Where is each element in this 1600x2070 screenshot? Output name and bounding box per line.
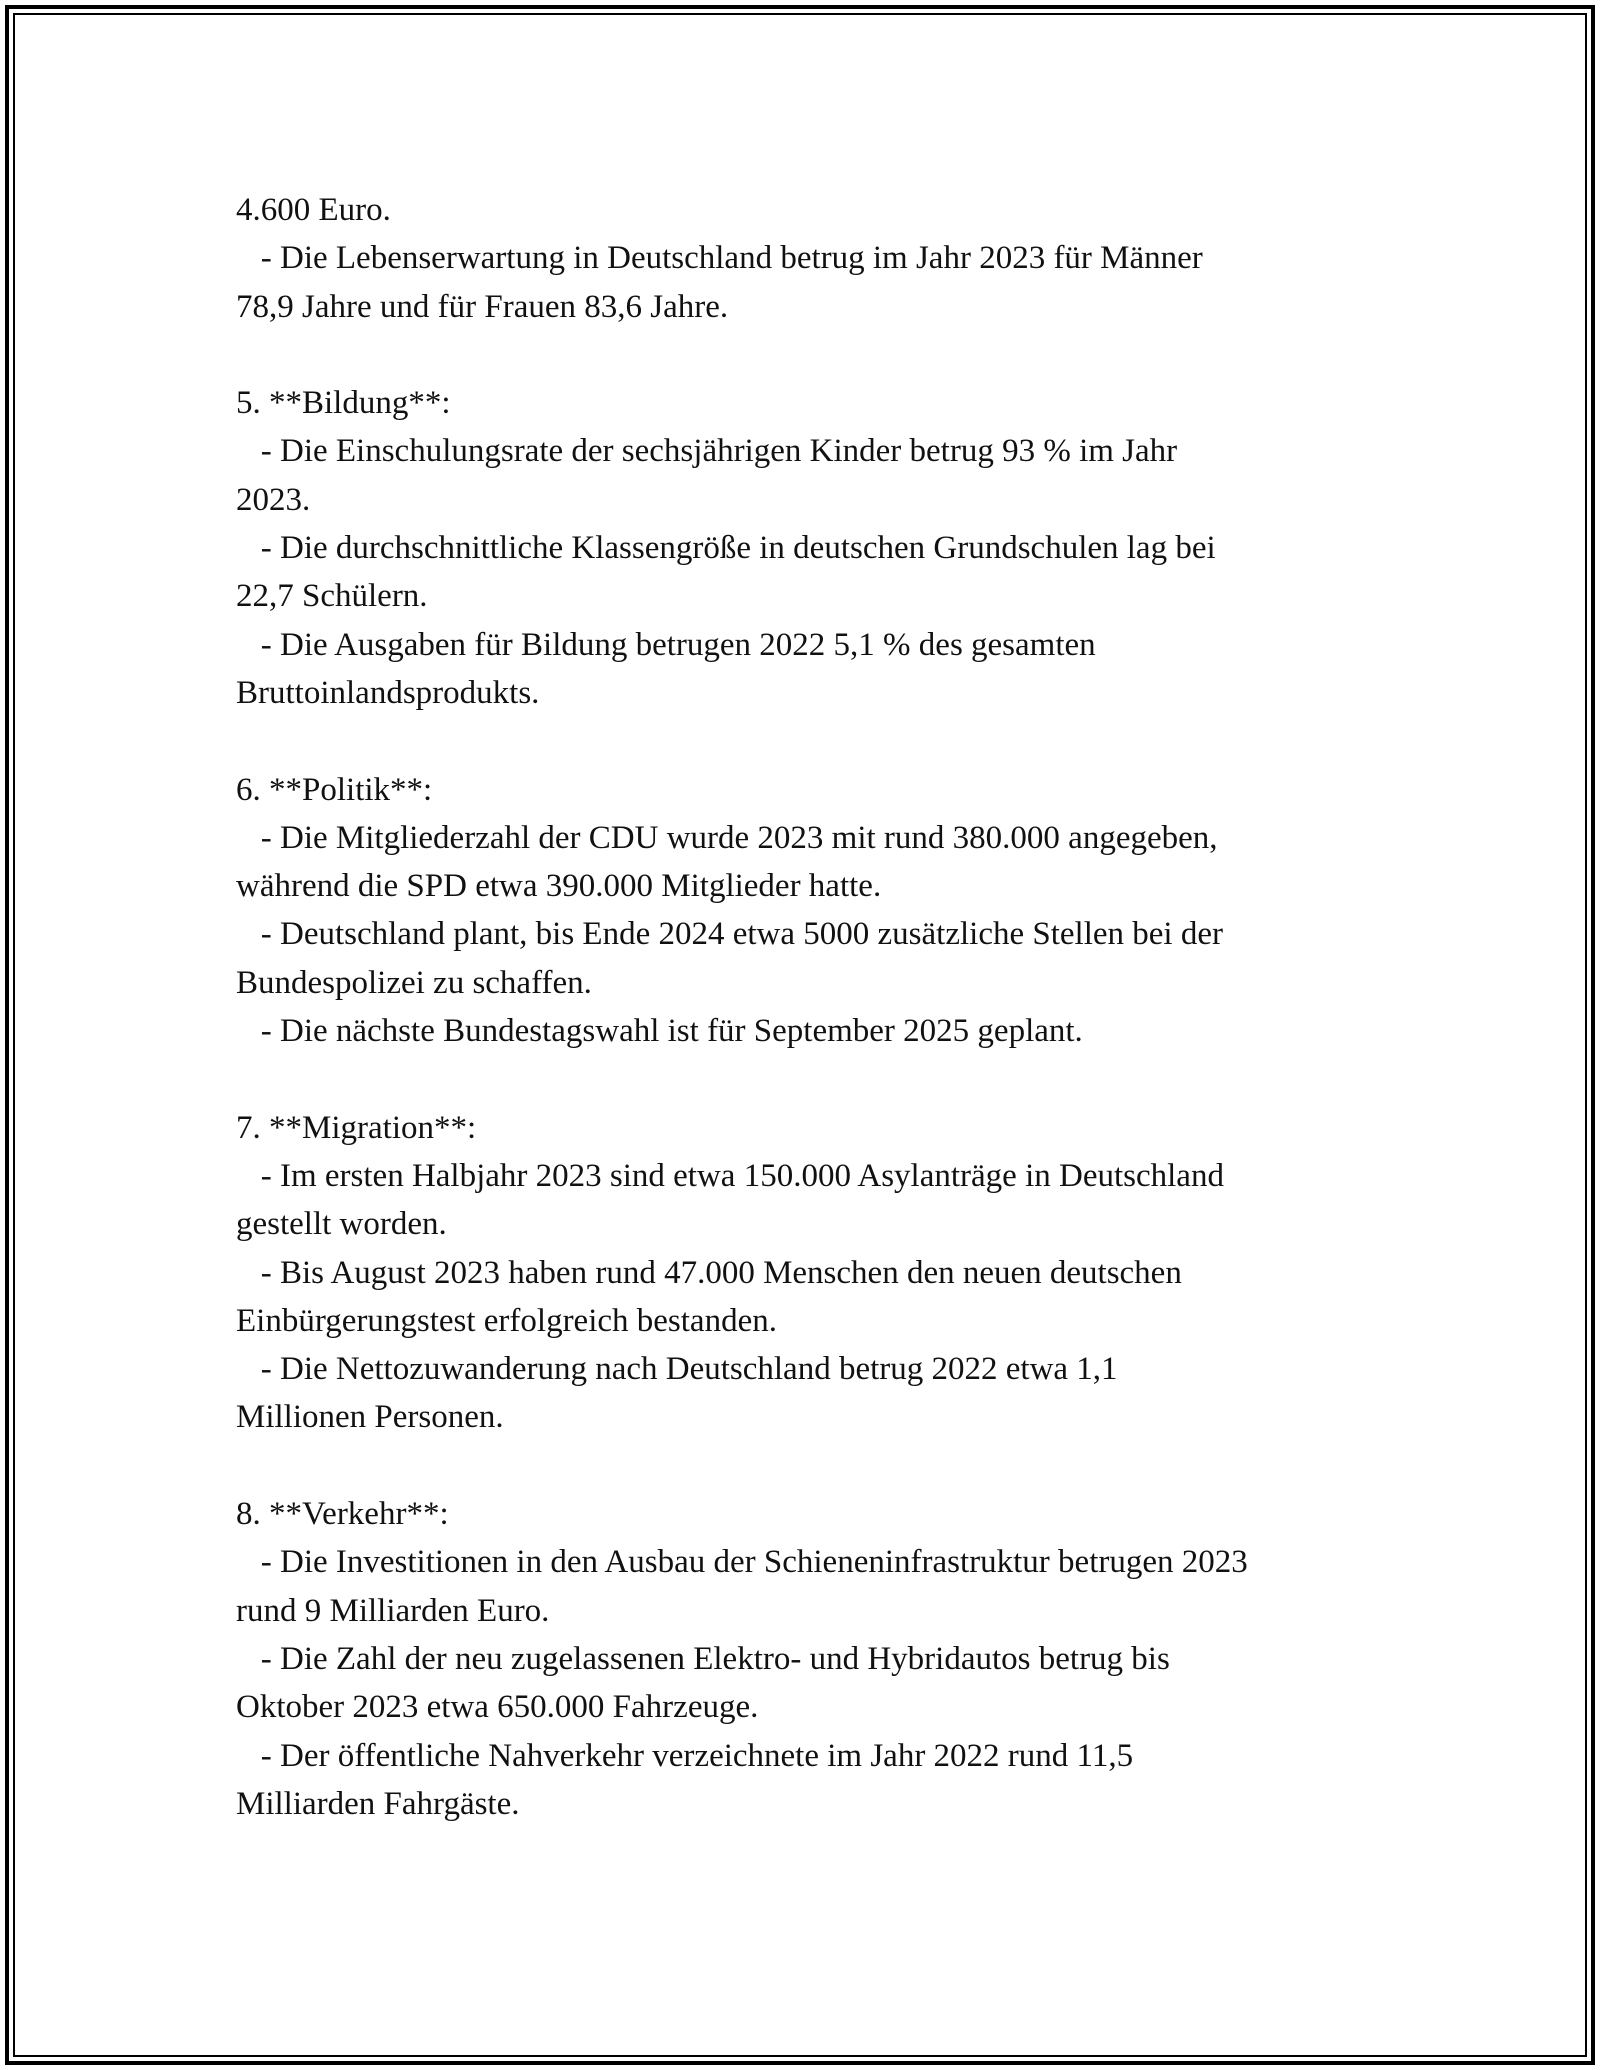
- text-line: gestellt worden.: [236, 1206, 447, 1243]
- blank-line: [236, 717, 1396, 765]
- text-line: - Die Ausgaben für Bildung betrugen 2022 5,1 % des gesamten: [236, 626, 1096, 663]
- document-body: [236, 186, 1396, 1828]
- text-line: 4.600 Euro.: [236, 192, 391, 228]
- text-line: Milliarden Fahrgäste.: [236, 1785, 520, 1822]
- text-line: - Die Investitionen in den Ausbau der Schieneninfrastruktur betrugen 2023: [236, 1544, 1248, 1581]
- text-line: 22,7 Schülern.: [236, 578, 428, 615]
- text-line: Oktober 2023 etwa 650.000 Fahrzeuge.: [236, 1689, 759, 1726]
- text-line: Millionen Personen.: [236, 1399, 504, 1436]
- text-line: - Im ersten Halbjahr 2023 sind etwa 150.000 Asylanträge in Deutschland: [236, 1157, 1224, 1194]
- section-heading: 6. **Politik**:: [236, 771, 433, 808]
- text-line: - Die Nettozuwanderung nach Deutschland betrug 2022 etwa 1,1: [236, 1351, 1118, 1388]
- section-heading: 7. **Migration**:: [236, 1109, 477, 1146]
- section-heading: 5. **Bildung**:: [236, 385, 451, 422]
- text-line: während die SPD etwa 390.000 Mitglieder hatte.: [236, 868, 882, 905]
- text-line: - Die nächste Bundestagswahl ist für September 2025 geplant.: [236, 1013, 1083, 1050]
- text-line: 78,9 Jahre und für Frauen 83,6 Jahre.: [236, 288, 729, 325]
- text-line: - Die durchschnittliche Klassengröße in deutschen Grundschulen lag bei: [236, 530, 1216, 567]
- text-line: - Die Lebenserwartung in Deutschland betrug im Jahr 2023 für Männer: [236, 240, 1203, 277]
- text-line: - Die Einschulungsrate der sechsjährigen Kinder betrug 93 % im Jahr: [236, 433, 1178, 470]
- blank-line: [236, 1442, 1396, 1490]
- text-line: 2023.: [236, 481, 311, 518]
- text-line: - Deutschland plant, bis Ende 2024 etwa 5000 zusätzliche Stellen bei der: [236, 916, 1223, 953]
- section-heading: 8. **Verkehr**:: [236, 1496, 449, 1533]
- text-line: - Bis August 2023 haben rund 47.000 Menschen den neuen deutschen: [236, 1254, 1182, 1291]
- text-line: Bruttoinlandsprodukts.: [236, 674, 540, 711]
- text-line: Bundespolizei zu schaffen.: [236, 964, 592, 1001]
- text-line: - Die Mitgliederzahl der CDU wurde 2023 mit rund 380.000 angegeben,: [236, 819, 1218, 856]
- text-line: rund 9 Milliarden Euro.: [236, 1592, 550, 1629]
- text-line: - Der öffentliche Nahverkehr verzeichnete im Jahr 2022 rund 11,5: [236, 1737, 1134, 1774]
- text-line: - Die Zahl der neu zugelassenen Elektro- und Hybridautos betrug bis: [236, 1640, 1170, 1677]
- blank-line: [236, 1055, 1396, 1103]
- text-line: Einbürgerungstest erfolgreich bestanden.: [236, 1302, 777, 1339]
- blank-line: [236, 331, 1396, 379]
